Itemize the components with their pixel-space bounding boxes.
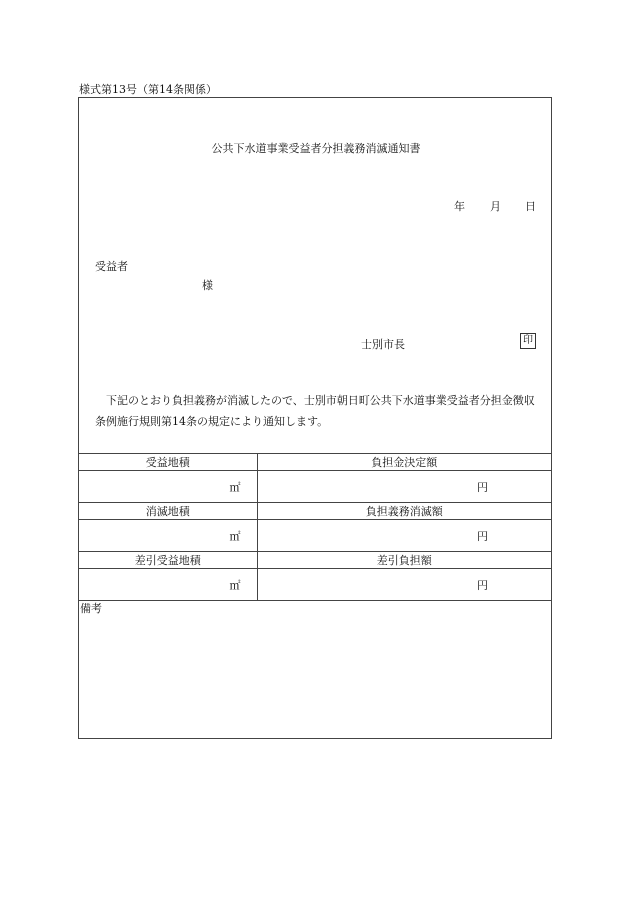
net-amount-cell: [257, 569, 551, 601]
area-amount-table: [79, 453, 551, 601]
recipient-label: 受益者: [95, 260, 128, 273]
extinguished-area-cell: [79, 520, 257, 552]
unit-sqm: ㎡: [229, 480, 241, 494]
table-row: [79, 471, 551, 503]
date-day: 日: [525, 200, 536, 213]
unit-sqm: ㎡: [229, 578, 241, 592]
net-area-cell: [79, 569, 257, 601]
unit-yen: 円: [477, 529, 488, 543]
notice-form: [78, 97, 552, 739]
table-row: [79, 569, 551, 601]
remarks-label: 備考: [80, 602, 102, 615]
unit-yen: 円: [477, 578, 488, 592]
assessed-amount-cell: [257, 471, 551, 503]
notice-body: 下記のとおり負担義務が消滅したので、士別市朝日町公共下水道事業受益者分担金徴収条例施行規則第14条の規定により通知します。: [95, 394, 535, 428]
table-row: [79, 503, 551, 520]
net-amount-header: 差引負担額: [257, 552, 551, 569]
table-row: [79, 520, 551, 552]
issuer-name: 士別市長: [361, 338, 405, 351]
extinguished-area-header: 消滅地積: [79, 503, 257, 520]
recipient-honorific: 様: [202, 279, 213, 292]
date-month: 月: [490, 200, 501, 213]
document-title: 公共下水道事業受益者分担義務消滅通知書: [211, 142, 421, 155]
unit-sqm: ㎡: [229, 529, 241, 543]
net-area-header: 差引受益地積: [79, 552, 257, 569]
unit-yen: 円: [477, 480, 488, 494]
received-area-cell: [79, 471, 257, 503]
form-number: 様式第13号（第14条関係）: [79, 83, 217, 96]
extinguished-amount-header: 負担義務消滅額: [257, 503, 551, 520]
extinguished-amount-cell: [257, 520, 551, 552]
table-row: [79, 552, 551, 569]
seal-mark: 印: [520, 333, 536, 349]
table-row: [79, 454, 551, 471]
received-area-header: 受益地積: [79, 454, 257, 471]
date-year: 年: [454, 200, 465, 213]
assessed-amount-header: 負担金決定額: [257, 454, 551, 471]
